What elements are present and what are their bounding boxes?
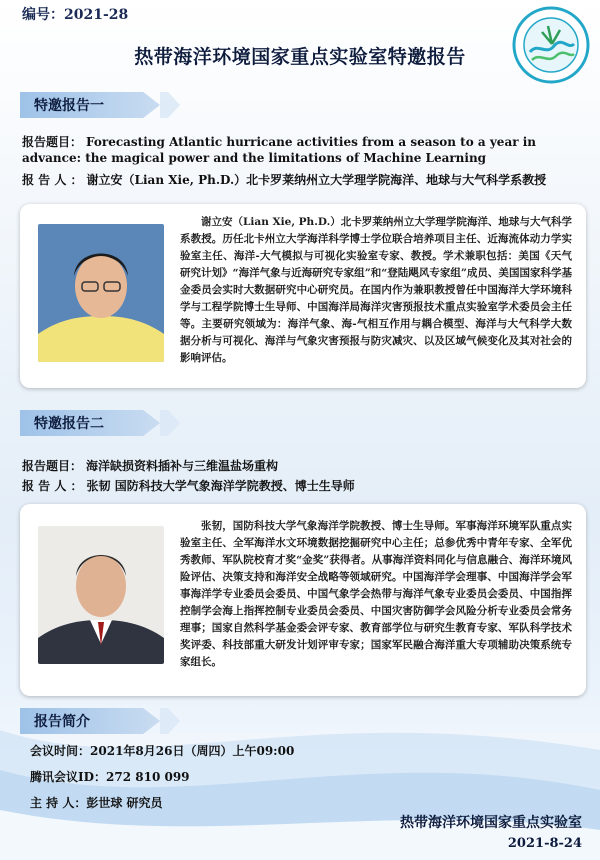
talk1-topic-value: Forecasting Atlantic hurricane activities from a season to a year in advance: the magical power and the limitations of Machine Learning: [22, 135, 537, 165]
section-header-3-label: 报告简介: [34, 714, 90, 730]
section-header-1: [20, 92, 182, 118]
meeting-host-key: 主 持 人：: [30, 796, 87, 810]
speaker1-card: [20, 204, 586, 388]
document-number: 编号：2021-28: [22, 7, 129, 23]
section-header-2: [20, 410, 182, 436]
speaker1-bio: 谢立安（Lian Xie, Ph.D.）北卡罗莱纳州立大学理学院海洋、地球与大气科学系教授。历任北卡州立大学海洋科学博士学位联合培养项目主任、近海流体动力学实验室主任、海洋-大气模拟与可视化实验室专家、教授。学术兼职包括：美国《天气研究计划》“海洋气象与近海研究专家组”和“登陆飓风专家组”成员、美国国家科学基金委员会实时大数据研究中心研究员。在国内作为兼职教授曾任中国海洋大学环境科学与工程学院博士生导师、中国海洋局海洋灾害预报技术重点实验室学术委员会主任等。主要研究领域为：海洋气象、海-气相互作用与耦合模型、海洋与大气科学大数据分析与可视化、海洋与气象灾害预报与防灾减灾、以及区域气候变化及其对社会的影响评估。: [180, 216, 572, 364]
talk2-topic-key: 报告题目：: [22, 459, 83, 473]
speaker2-card: [20, 504, 586, 696]
footer-date: 2021-8-24: [507, 836, 582, 851]
meeting-id-value: 272 810 099: [106, 770, 190, 784]
meeting-host-value: 彭世球 研究员: [86, 796, 163, 810]
speaker2-photo: [38, 526, 164, 664]
meeting-id: [30, 768, 190, 785]
section-header-1-label: 特邀报告一: [34, 98, 104, 114]
section-header-3-tail: [160, 708, 180, 734]
talk2-speaker-key: 报 告 人 ：: [22, 479, 83, 493]
talk2-speaker: [22, 478, 582, 494]
meeting-id-key: 腾讯会议ID：: [30, 770, 107, 784]
talk2-speaker-value: 张韧 国防科技大学气象海洋学院教授、博士生导师: [86, 479, 355, 493]
talk1-topic-key: 报告题目：: [22, 135, 83, 149]
meeting-time-key: 会议时间：: [30, 744, 91, 758]
talk1-speaker-value: 谢立安（Lian Xie, Ph.D.）北卡罗莱纳州立大学理学院海洋、地球与大气科学系教授: [86, 173, 547, 187]
speaker1-photo: [38, 224, 164, 362]
speaker2-bio: 张韧，国防科技大学气象海洋学院教授、博士生导师。军事海洋环境军队重点实验室主任、全军海洋水文环境数据挖掘研究中心主任；总参优秀中青年专家、全军优秀教师、军队院校育才奖“金奖”获得者。从事海洋资料同化与信息融合、海洋环境风险评估、决策支持和海洋安全战略等领域研究。中国海洋学会理事、中国海洋学会军事海洋学专业委员会委员、中国气象学会热带与海洋气象专业委员会委员、中国指挥控制学会海上指挥控制专业委员会委员、中国灾害防御学会风险分析专业委员会常务理事；国家自然科学基金委会评专家、教育部学位与研究生教育专家、军队科学技术奖评委、科技部重大研发计划评审专家；国家军民融合海洋重大专项辅助决策系统专家组长。: [180, 520, 572, 668]
section-header-3: [20, 708, 182, 734]
meeting-host: [30, 794, 163, 811]
section-header-2-label: 特邀报告二: [34, 416, 104, 432]
talk2-topic-value: 海洋缺损资料插补与三维温盐场重构: [86, 459, 279, 473]
talk1-topic: [22, 134, 582, 166]
meeting-time: [30, 742, 294, 759]
meeting-time-value: 2021年8月26日（周四）上午09:00: [90, 744, 295, 758]
footer-organization: 热带海洋环境国家重点实验室: [400, 815, 582, 831]
page-title: 热带海洋环境国家重点实验室特邀报告: [134, 46, 466, 68]
talk1-speaker: [22, 172, 582, 188]
talk2-topic: [22, 458, 582, 474]
section-header-1-tail: [160, 92, 180, 118]
talk1-speaker-key: 报 告 人 ：: [22, 173, 83, 187]
section-header-2-tail: [160, 410, 180, 436]
lab-logo-icon: [512, 6, 590, 84]
